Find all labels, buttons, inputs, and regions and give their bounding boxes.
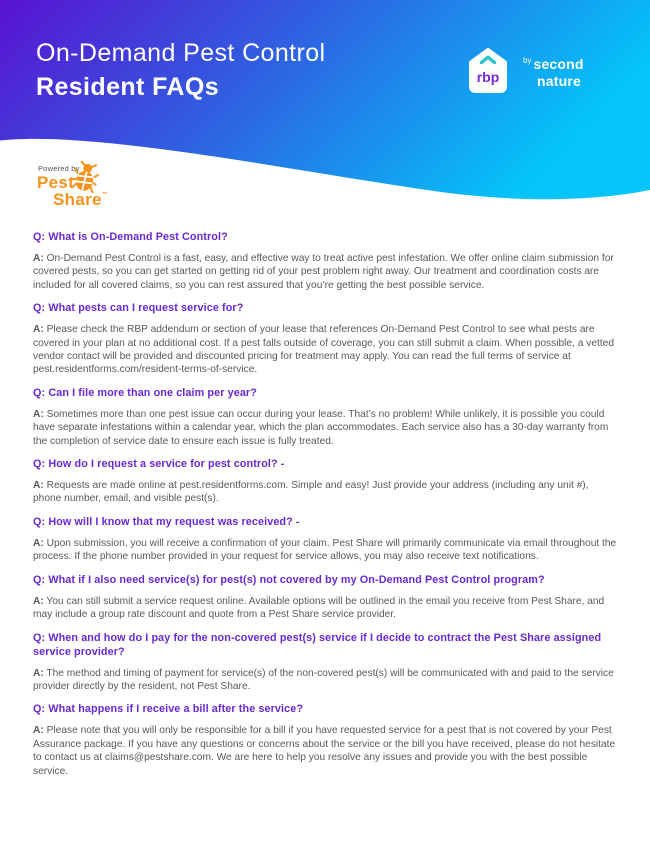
a-prefix: A: [33, 667, 44, 679]
faq-question: Q: What pests can I request service for? [33, 302, 244, 315]
faq-answer: A: You can still submit a service request online. Available options will be outlined in the email you receive from Pest Share, and may include a group rate discount and quote from a Pest Share service provider. [33, 595, 605, 621]
brand-word-nature: nature [537, 73, 581, 89]
q-prefix: Q: [33, 302, 46, 315]
a-prefix: A: [33, 480, 44, 492]
faq-item [33, 515, 618, 564]
powered-by-label: Powered by [38, 164, 80, 173]
q-prefix: Q: [33, 515, 46, 528]
faq-question: Q: How will I know that my request was received? - [33, 515, 300, 528]
faq-question: Q: What if I also need service(s) for pest(s) not covered by my On-Demand Pest Control program? [33, 573, 545, 586]
faq-list [33, 230, 618, 787]
share-wordmark: Share™ [53, 190, 109, 209]
faq-question: Q: What happens if I receive a bill after the service? [33, 703, 304, 716]
faq-item [33, 386, 618, 448]
faq-answer: A: Please check the RBP addendum or section of your lease that references On-Demand Pest Control to see what pests are covered in your plan at no additional cost. If a pest falls outside of coverage, you can still submit a claim. When possible, a vetted vendor contact will be provided and discounted pricing for treatment may apply. You can read the full terms of service at pest.residentforms.com/resident-terms-of-service. [33, 324, 615, 376]
a-prefix: A: [33, 408, 44, 420]
pest-share-logo [37, 162, 147, 214]
page-title: On-Demand Pest Control [36, 39, 326, 67]
rbp-second-nature-logo [466, 46, 616, 102]
faq-item [33, 230, 618, 292]
trademark-symbol: ™ [101, 192, 109, 198]
brand-word-second: second [533, 56, 584, 72]
pest-wordmark: Pest [37, 173, 75, 192]
a-prefix: A: [33, 725, 44, 737]
q-prefix: Q: [33, 386, 46, 399]
page-subtitle: Resident FAQs [36, 73, 220, 101]
faq-answer: A: Please note that you will only be responsible for a bill if you have requested service for a pest that is not covered by your Pest Assurance package. If you have any questions or concerns about the service or the bill you have received, please do not hesitate to contact us at claims@pestshare.com. We are here to help you resolve any issues and provide you with the best possible service. [33, 725, 616, 777]
faq-item [33, 702, 618, 778]
a-prefix: A: [33, 537, 44, 549]
a-prefix: A: [33, 324, 44, 336]
rbp-logo [466, 46, 510, 96]
faq-answer: A: Upon submission, you will receive a confirmation of your claim. Pest Share will primarily communicate via email throughout the process. If the phone number provided in your request for service allows, you may also receive text notifications. [33, 537, 617, 563]
a-prefix: A: [33, 253, 44, 264]
faq-question: Q: How do I request a service for pest control? - [33, 458, 285, 471]
q-prefix: Q: [33, 703, 46, 716]
faq-answer: A: The method and timing of payment for service(s) of the non-covered pest(s) will be communicated with and paid to the service provider directly by the resident, not Pest Share. [33, 667, 614, 692]
q-prefix: Q: [33, 631, 46, 644]
faq-item [33, 573, 618, 622]
q-prefix: Q: [33, 231, 46, 243]
by-label: by [523, 56, 532, 65]
faq-item [33, 457, 618, 506]
faq-question: Q: What is On-Demand Pest Control? [33, 231, 228, 243]
q-prefix: Q: [33, 573, 46, 586]
a-prefix: A: [33, 595, 44, 607]
q-prefix: Q: [33, 458, 46, 471]
faq-item [33, 631, 618, 694]
second-nature-wordmark [523, 56, 584, 87]
faq-answer: A: Requests are made online at pest.residentforms.com. Simple and easy! Just provide your address (including any unit #), phone number, email, and visible pest(s). [33, 480, 589, 505]
rbp-logo-text: rbp [476, 69, 500, 85]
faq-question: Q: Can I file more than one claim per year? [33, 386, 257, 399]
faq-answer: A: Sometimes more than one pest issue can occur during your lease. That’s no problem! While unlikely, it is possible you could have separate infestations within a calendar year, which the plan accommodates. Each service also has a 30-day warranty from the completion of service date to ensure each issue is fully treated. [33, 408, 609, 447]
faq-question: Q: When and how do I pay for the non-covered pest(s) service if I decide to contract the Pest Share assigned service provider? [33, 631, 602, 658]
faq-item [33, 301, 618, 377]
rbp-house-icon [466, 46, 510, 96]
faq-answer: A: On-Demand Pest Control is a fast, easy, and effective way to treat active pest infestation. We offer online claim submission for covered pests, so you can get started on getting rid of your pest problem right away. Our treatment and coordination costs are included for all covered claims, so you can rest assured that you’re getting the best possible service. [33, 253, 614, 291]
